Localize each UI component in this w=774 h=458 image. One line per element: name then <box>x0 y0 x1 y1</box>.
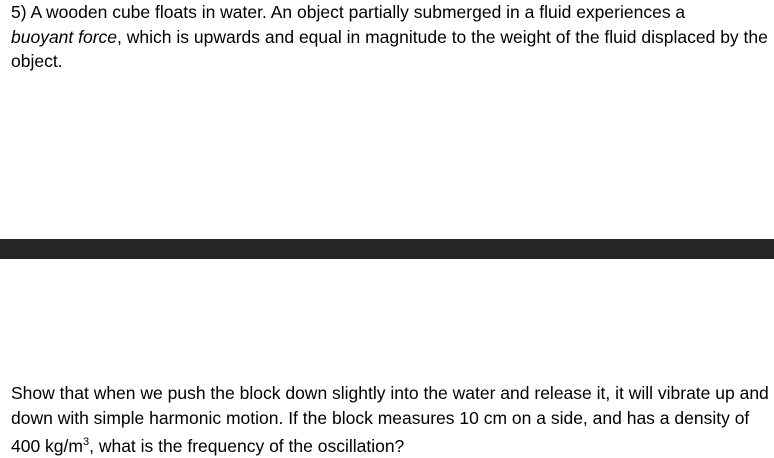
question-ending: , what is the frequency of the oscillation? <box>89 435 405 456</box>
buoyant-force-term: buoyant force <box>11 26 118 47</box>
question-body: Show that when we push the block down slightly into the water and release it, it will vibrate up and down with simple harmonic motion. If the block measures 10 cm on a side, and has a density of 400 kg/m <box>11 383 769 456</box>
problem-intro-text: 5) A wooden cube floats in water. An object partially submerged in a fluid experiences a <box>11 2 686 22</box>
unit-exponent: 3 <box>82 436 90 448</box>
section-divider-bar <box>0 239 774 259</box>
problem-statement <box>11 0 771 74</box>
problem-intro-continuation: , which is upwards and equal in magnitude to the weight of the fluid displaced by the object. <box>11 26 768 71</box>
question-text <box>11 381 771 458</box>
